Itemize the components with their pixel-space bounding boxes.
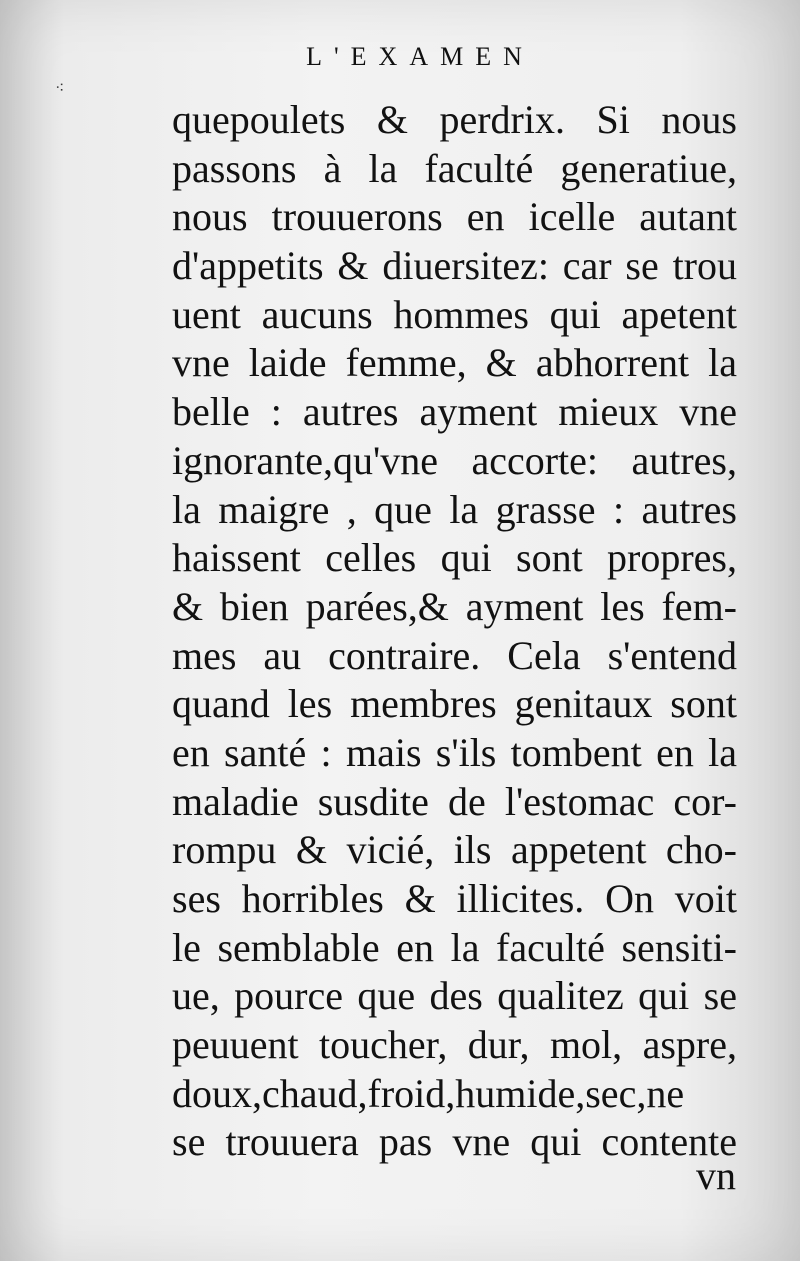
text-line: le semblable en la faculté sensiti- bbox=[172, 924, 737, 970]
text-line: ses horribles & illicites. On voit bbox=[172, 876, 737, 921]
text-line: se trouuera pas vne qui contente bbox=[172, 1119, 737, 1165]
text-line: quand les membres genitaux sont bbox=[172, 681, 737, 727]
text-line: mes au contraire. Cela s'entend bbox=[172, 632, 737, 678]
text-line: doux,chaud,froid,humide,sec,ne bbox=[172, 1070, 685, 1116]
catchword: vn bbox=[696, 1153, 736, 1198]
margin-mark: ⁖ bbox=[55, 78, 65, 97]
text-line: nous trouuerons en icelle autant bbox=[172, 194, 737, 240]
text-line: belle : autres ayment mieux vne bbox=[172, 389, 737, 435]
text-line: ue, pource que des qualitez qui se bbox=[172, 973, 737, 1019]
text-line: quepoulets & perdrix. Si nous bbox=[172, 97, 737, 142]
text-line: uent aucuns hommes qui apetent bbox=[172, 291, 737, 337]
text-line: & bien parées,& ayment les fem- bbox=[172, 583, 737, 629]
text-line: la maigre , que la grasse : autres bbox=[172, 486, 737, 532]
body-text bbox=[172, 96, 737, 1167]
running-header: L'EXAMEN bbox=[306, 42, 534, 71]
text-line: rompu & vicié, ils appetent cho- bbox=[172, 827, 737, 873]
text-line: maladie susdite de l'estomac cor- bbox=[172, 778, 737, 824]
text-line: en santé : mais s'ils tombent en la bbox=[172, 729, 737, 775]
text-line: haissent celles qui sont propres, bbox=[172, 535, 737, 581]
text-line: peuuent toucher, dur, mol, aspre, bbox=[172, 1022, 737, 1068]
text-line: d'appetits & diuersitez: car se trou bbox=[172, 243, 737, 289]
text-line: vne laide femme, & abhorrent la bbox=[172, 340, 737, 386]
text-line: passons à la faculté generatiue, bbox=[172, 145, 737, 191]
text-line: ignorante,qu'vne accorte: autres, bbox=[172, 437, 737, 483]
